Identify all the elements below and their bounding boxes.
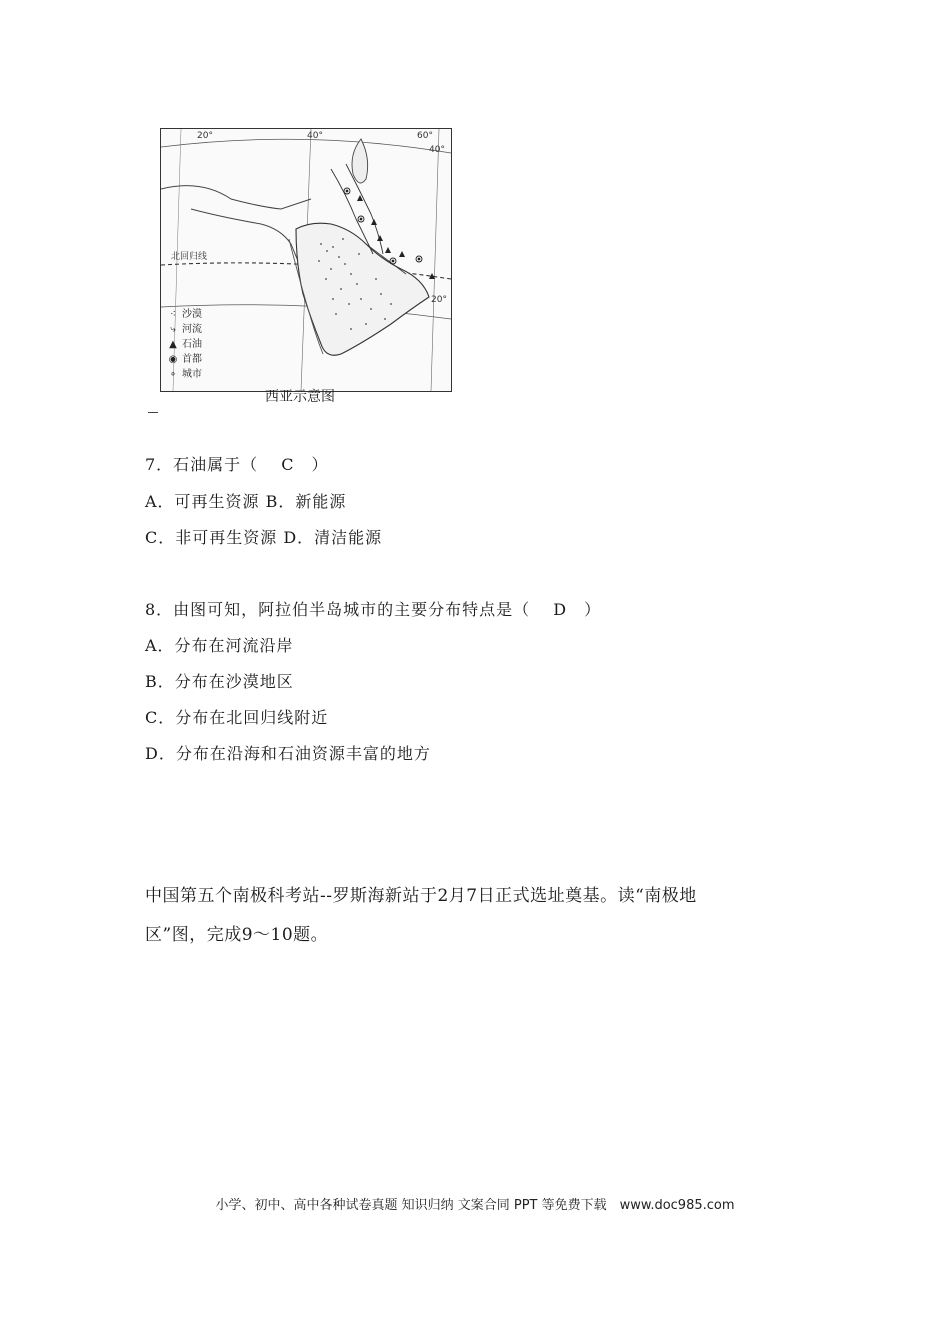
question-8-option-d: D．分布在沿海和石油资源丰富的地方: [145, 744, 431, 763]
west-asia-map: [160, 128, 452, 392]
dash-mark: [148, 412, 158, 413]
map-legend: [167, 307, 202, 382]
legend-item-city: ∘ 城市: [167, 367, 202, 382]
question-8-stem: 8．由图可知，阿拉伯半岛城市的主要分布特点是（ D ）: [145, 600, 602, 619]
question-8-option-b: B．分布在沙漠地区: [145, 672, 294, 691]
map-caption: 西亚示意图: [265, 389, 335, 405]
legend-item-desert: ⁖ 沙漠: [167, 307, 202, 322]
passage-line-2: 区”图，完成9～10题。: [145, 925, 329, 945]
question-8-option-a: A．分布在河流沿岸: [145, 636, 294, 655]
capital-icon: ◉: [168, 354, 178, 365]
lon-60-label: 60°: [417, 131, 433, 141]
city-icon: ∘: [169, 369, 177, 380]
west-asia-map-figure: [146, 108, 454, 408]
page-footer: 小学、初中、高中各种试卷真题 知识归纳 文案合同 PPT 等免费下载 www.doc985.com: [215, 1198, 735, 1213]
legend-item-river: ⤷ 河流: [167, 322, 202, 337]
lon-40-label: 40°: [307, 131, 323, 141]
desert-icon: ⁖: [170, 309, 176, 320]
oil-icon: ▲: [169, 339, 177, 350]
passage-line-1: 中国第五个南极科考站--罗斯海新站于2月7日正式选址奠基。读“南极地: [145, 886, 697, 906]
river-icon: ⤷: [170, 324, 176, 335]
tropic-label: 北回归线: [171, 252, 208, 262]
question-8-option-c: C．分布在北回归线附近: [145, 708, 329, 727]
lat-40-label: 40°: [429, 145, 445, 155]
lon-20-label: 20°: [197, 131, 213, 141]
question-7-options-row-1: A．可再生资源 B．新能源: [145, 492, 347, 511]
question-7-stem: 7．石油属于（ C ）: [145, 455, 329, 474]
legend-item-oil: ▲ 石油: [167, 337, 202, 352]
legend-item-capital: ◉ 首都: [168, 354, 202, 365]
lat-20-label: 20°: [431, 295, 447, 305]
question-7-options-row-2: C．非可再生资源 D．清洁能源: [145, 528, 383, 547]
